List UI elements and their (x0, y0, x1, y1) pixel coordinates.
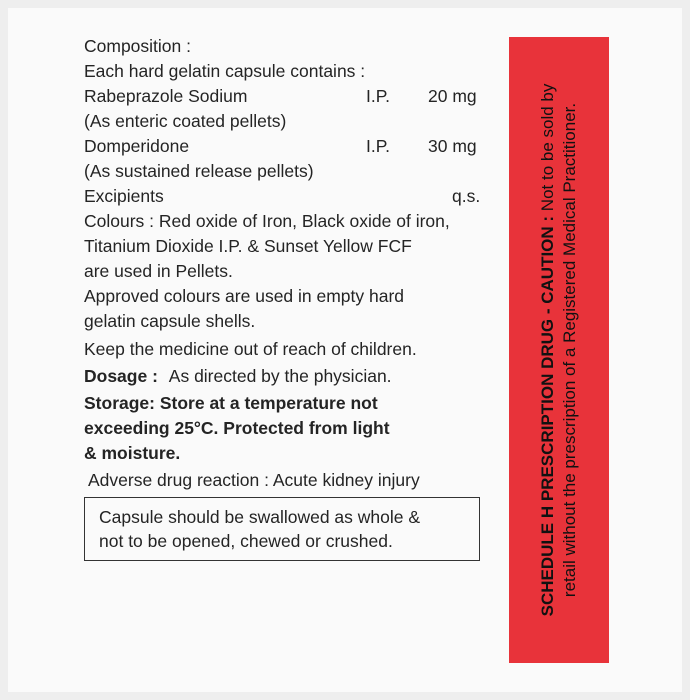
colours-line: Titanium Dioxide I.P. & Sunset Yellow FCF (84, 236, 412, 256)
ingredient-name: Domperidone (84, 136, 190, 156)
ingredient-standard: I.P. (366, 86, 391, 106)
ingredient-note: (As sustained release pellets) (84, 161, 314, 181)
ingredient-standard: I.P. (366, 136, 391, 156)
ingredient-name: Rabeprazole Sodium (84, 86, 248, 106)
dosage-text: As directed by the physician. (168, 366, 392, 386)
schedule-h-band (509, 37, 609, 663)
composition-heading: Composition : (84, 36, 191, 56)
storage-line: exceeding 25°C. Protected from light (84, 418, 390, 438)
capsule-instruction-line: not to be opened, chewed or crushed. (99, 531, 393, 551)
colours-line: are used in Pellets. (84, 261, 233, 281)
ingredient-row (84, 185, 504, 207)
capsule-instruction-line: Capsule should be swallowed as whole & (99, 507, 421, 527)
ingredient-name: Excipients (84, 186, 164, 206)
ingredient-row (84, 135, 504, 157)
colours-line: Colours : Red oxide of Iron, Black oxide of iron, (84, 211, 450, 231)
ingredient-quantity: q.s. (452, 186, 481, 206)
schedule-h-rest: Not to be sold by (538, 83, 557, 216)
schedule-h-text (537, 50, 581, 650)
storage-line: Storage: Store at a temperature not (84, 393, 378, 413)
storage-line: & moisture. (84, 443, 181, 463)
schedule-h-line (537, 50, 559, 650)
ingredient-row (84, 85, 504, 107)
ingredient-note: (As enteric coated pellets) (84, 111, 287, 131)
ingredient-quantity: 30 mg (428, 136, 477, 156)
dosage-line (84, 365, 392, 387)
adverse-reaction: Adverse drug reaction : Acute kidney injury (88, 470, 420, 490)
children-warning: Keep the medicine out of reach of children. (84, 339, 417, 359)
composition-intro: Each hard gelatin capsule contains : (84, 61, 366, 81)
schedule-h-bold: SCHEDULE H PRESCRIPTION DRUG - CAUTION : (538, 215, 557, 617)
approved-colours-line: gelatin capsule shells. (84, 311, 256, 331)
schedule-h-line2: retail without the prescription of a Registered Medical Practitioner. (560, 102, 579, 598)
approved-colours-line: Approved colours are used in empty hard (84, 286, 405, 306)
ingredient-quantity: 20 mg (428, 86, 477, 106)
capsule-instruction-box (84, 497, 480, 561)
dosage-label: Dosage : (84, 366, 158, 386)
